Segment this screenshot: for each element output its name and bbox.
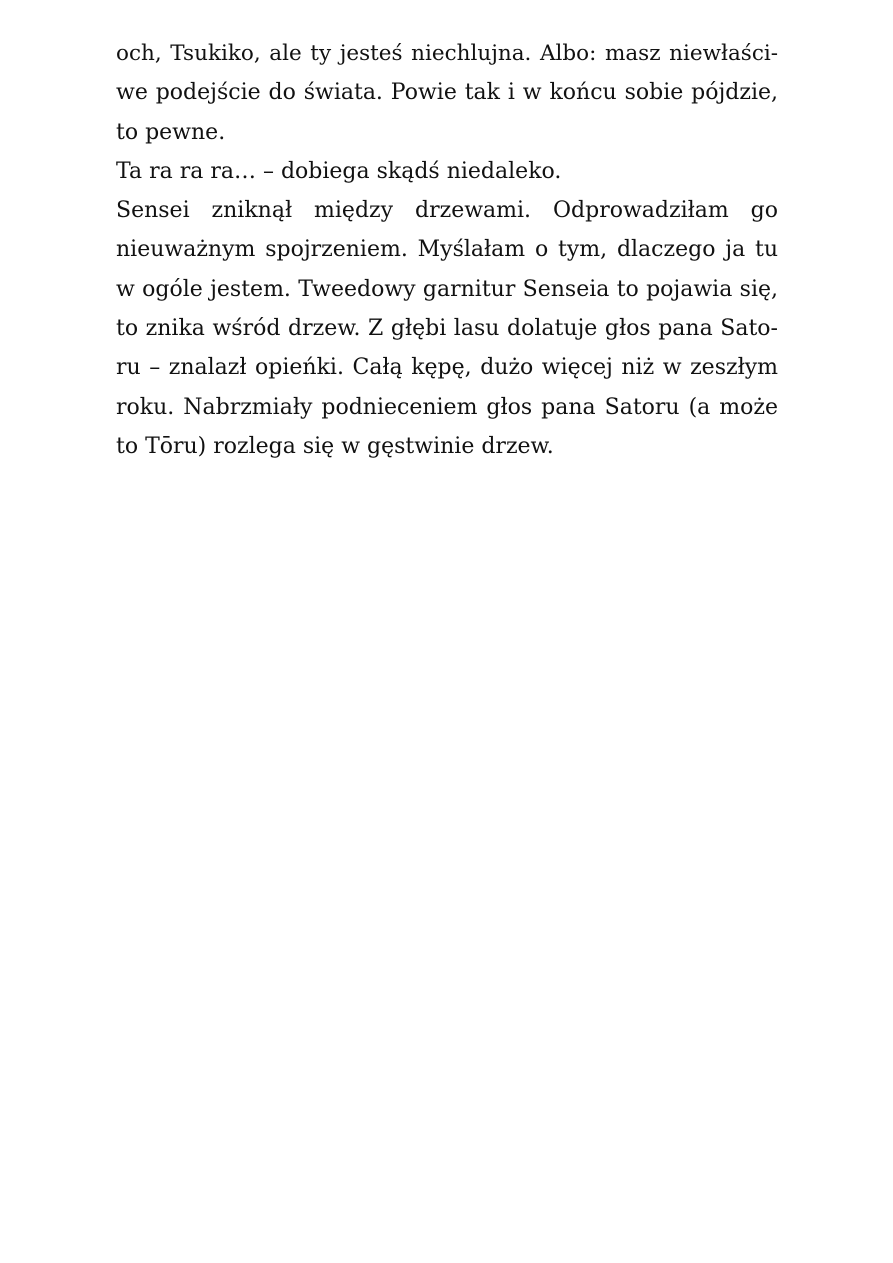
text-line: Sensei zniknął między drzewami. Odprowadziłam go: [116, 198, 778, 224]
text-line: to znika wśród drzew. Z głębi lasu dolatuje głos pana Sato-: [116, 316, 778, 342]
text-line: och, Tsukiko, ale ty jesteś niechlujna. Albo: masz niewłaści-: [116, 41, 778, 66]
text-line: ru – znalazł opieńki. Całą kępę, dużo więcej niż w zeszłym: [116, 355, 778, 381]
text-line: w ogóle jestem. Tweedowy garnitur Senseia to pojawia się,: [116, 276, 778, 302]
text-line: Ta ra ra ra… – dobiega skądś niedaleko.: [116, 158, 562, 184]
text-line: to pewne.: [116, 119, 226, 145]
text-line: to Tōru) rozlega się w gęstwinie drzew.: [116, 433, 554, 459]
text-line: roku. Nabrzmiały podnieceniem głos pana Satoru (a może: [116, 394, 778, 420]
text-line: we podejście do świata. Powie tak i w końcu sobie pójdzie,: [116, 80, 778, 106]
body-text: [116, 34, 778, 466]
text-line: nieuważnym spojrzeniem. Myślałam o tym, dlaczego ja tu: [116, 237, 778, 263]
